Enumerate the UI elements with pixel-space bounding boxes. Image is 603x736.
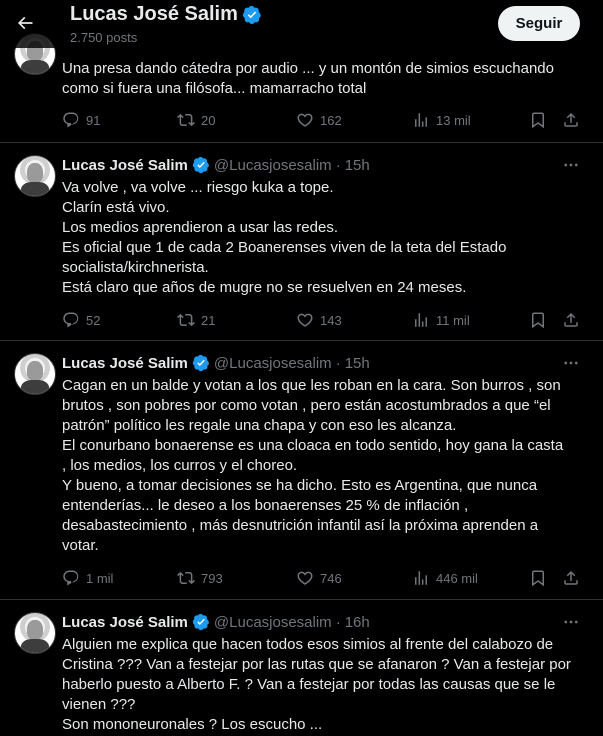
views-button[interactable] — [412, 310, 470, 330]
verified-badge-icon — [192, 613, 210, 631]
tweet-actions — [62, 310, 587, 330]
reply-count: 91 — [86, 112, 101, 128]
tweet[interactable] — [0, 143, 603, 341]
tweet-line: Una presa dando cátedra por audio ... y un montón de simios escuchando — [62, 60, 554, 77]
author-name[interactable]: Lucas José Salim — [62, 354, 188, 372]
tweet-line: Y bueno, a tomar decisiones se ha dicho. Esto es Argentina, que nunca — [62, 477, 538, 494]
tweet[interactable] — [0, 341, 603, 600]
tweet-header — [62, 612, 370, 632]
heart-icon — [296, 111, 314, 129]
tweet-line: Va volve , va volve ... riesgo kuka a tope. — [62, 179, 334, 196]
follow-button[interactable]: Seguir — [498, 6, 580, 41]
tweet-actions — [62, 568, 587, 588]
tweet-line: votar. — [62, 537, 99, 554]
verified-badge-icon — [192, 354, 210, 372]
author-handle[interactable]: @Lucasjosesalim — [213, 156, 332, 174]
tweet-line: patrón” político les regale una chapa y con eso les alcanza. — [62, 417, 457, 434]
avatar[interactable] — [14, 353, 56, 395]
tweet-line: desabastecimiento , más desnutrición infantil así la próxima aprenden a — [62, 517, 539, 534]
tweet-text — [62, 635, 582, 735]
reply-icon — [62, 311, 80, 329]
tweet-line: entenderías... le deseo a los bonaerenses 25 % de inflación , — [62, 497, 469, 514]
tweet-line: haberlo puesto a Alberto F. ? Van a festejar por todas las causas que se le — [62, 676, 556, 693]
like-button[interactable] — [296, 110, 342, 130]
repost-icon — [177, 311, 195, 329]
share-icon — [562, 111, 580, 129]
reply-icon — [62, 111, 80, 129]
repost-count: 793 — [201, 570, 223, 586]
more-options-button[interactable] — [556, 612, 586, 632]
avatar[interactable] — [14, 155, 56, 197]
tweet-line: Son mononeuronales ? Los escucho ... — [62, 716, 323, 733]
tweet-line: Cristina ??? Van a festejar por las rutas que se afanaron ? Van a festejar por — [62, 656, 571, 673]
tweet-line: como si fuera una filósofa... mamarracho total — [62, 80, 367, 97]
views-chart-icon — [412, 111, 430, 129]
tweet-line: , los medios, los curros y el choreo. — [62, 457, 298, 474]
share-icon — [562, 569, 580, 587]
timestamp[interactable]: 15h — [344, 156, 370, 174]
like-count: 162 — [320, 112, 342, 128]
tweet-line: Está claro que años de mugre no se resuelven en 24 meses. — [62, 279, 467, 296]
reply-button[interactable] — [62, 568, 113, 588]
heart-icon — [296, 569, 314, 587]
author-name[interactable]: Lucas José Salim — [62, 156, 188, 174]
page-title: Lucas José Salim — [70, 3, 238, 25]
more-options-button[interactable] — [556, 353, 586, 373]
bookmark-button[interactable] — [529, 310, 553, 330]
more-options-button[interactable] — [556, 155, 586, 175]
views-count: 13 mil — [436, 112, 471, 128]
tweet-line: El conurbano bonaerense es una cloaca en todo sentido, hoy gana la casta — [62, 437, 564, 454]
author-handle[interactable]: @Lucasjosesalim — [213, 613, 332, 631]
share-button[interactable] — [562, 568, 586, 588]
more-dots-icon — [562, 613, 580, 631]
separator-dot: · — [335, 354, 341, 372]
tweet-actions — [62, 110, 587, 130]
like-count: 143 — [320, 312, 342, 328]
share-button[interactable] — [562, 110, 586, 130]
tweet-text — [62, 376, 582, 556]
like-count: 746 — [320, 570, 342, 586]
timestamp[interactable]: 16h — [344, 613, 370, 631]
share-button[interactable] — [562, 310, 586, 330]
views-count: 446 mil — [436, 570, 478, 586]
bookmark-icon — [529, 111, 547, 129]
like-button[interactable] — [296, 310, 342, 330]
repost-count: 20 — [201, 112, 216, 128]
tweet-line: socialista/kirchnerista. — [62, 259, 209, 276]
views-chart-icon — [412, 569, 430, 587]
share-icon — [562, 311, 580, 329]
reply-count: 1 mil — [86, 570, 114, 586]
views-chart-icon — [412, 311, 430, 329]
tweet-line: Alguien me explica que hacen todos esos simios al frente del calabozo de — [62, 636, 554, 653]
verified-badge-icon — [242, 5, 262, 25]
profile-name-header — [70, 3, 262, 26]
tweet-line: brutos , son pobres por como votan , pero están acostumbrados a que “el — [62, 397, 551, 414]
author-name[interactable]: Lucas José Salim — [62, 613, 188, 631]
views-count: 11 mil — [436, 312, 470, 328]
author-handle[interactable]: @Lucasjosesalim — [213, 354, 332, 372]
arrow-left-icon — [15, 13, 35, 33]
more-dots-icon — [562, 156, 580, 174]
tweet-line: Es oficial que 1 de cada 2 Boanerenses viven de la teta del Estado — [62, 239, 507, 256]
bookmark-button[interactable] — [529, 110, 553, 130]
avatar[interactable] — [14, 612, 56, 654]
reply-button[interactable] — [62, 110, 100, 130]
reply-count: 52 — [86, 312, 101, 328]
verified-badge-icon — [192, 156, 210, 174]
tweet-header — [62, 353, 370, 373]
separator-dot: · — [335, 156, 341, 174]
reply-icon — [62, 569, 80, 587]
heart-icon — [296, 311, 314, 329]
views-button[interactable] — [412, 110, 471, 130]
like-button[interactable] — [296, 568, 342, 588]
repost-button[interactable] — [177, 110, 215, 130]
profile-header — [0, 0, 603, 48]
bookmark-icon — [529, 569, 547, 587]
bookmark-button[interactable] — [529, 568, 553, 588]
tweet-text — [62, 59, 582, 99]
repost-count: 21 — [201, 312, 216, 328]
tweet[interactable] — [0, 600, 603, 736]
repost-button[interactable] — [177, 568, 223, 588]
tweet-line: vienen ??? — [62, 696, 136, 713]
tweet-line: Los medios aprendieron a usar las redes. — [62, 219, 338, 236]
post-count: 2.750 posts — [70, 30, 138, 45]
reply-button[interactable] — [62, 310, 100, 330]
tweet-line: Cagan en un balde y votan a los que les roban en la cara. Son burros , son — [62, 377, 561, 394]
repost-icon — [177, 111, 195, 129]
tweet-text — [62, 178, 582, 298]
repost-icon — [177, 569, 195, 587]
tweet-header — [62, 155, 370, 175]
more-dots-icon — [562, 354, 580, 372]
bookmark-icon — [529, 311, 547, 329]
views-button[interactable] — [412, 568, 478, 588]
repost-button[interactable] — [177, 310, 215, 330]
separator-dot: · — [335, 613, 341, 631]
tweet-line: Clarín está vivo. — [62, 199, 170, 216]
back-button[interactable] — [8, 6, 42, 40]
timestamp[interactable]: 15h — [344, 354, 370, 372]
